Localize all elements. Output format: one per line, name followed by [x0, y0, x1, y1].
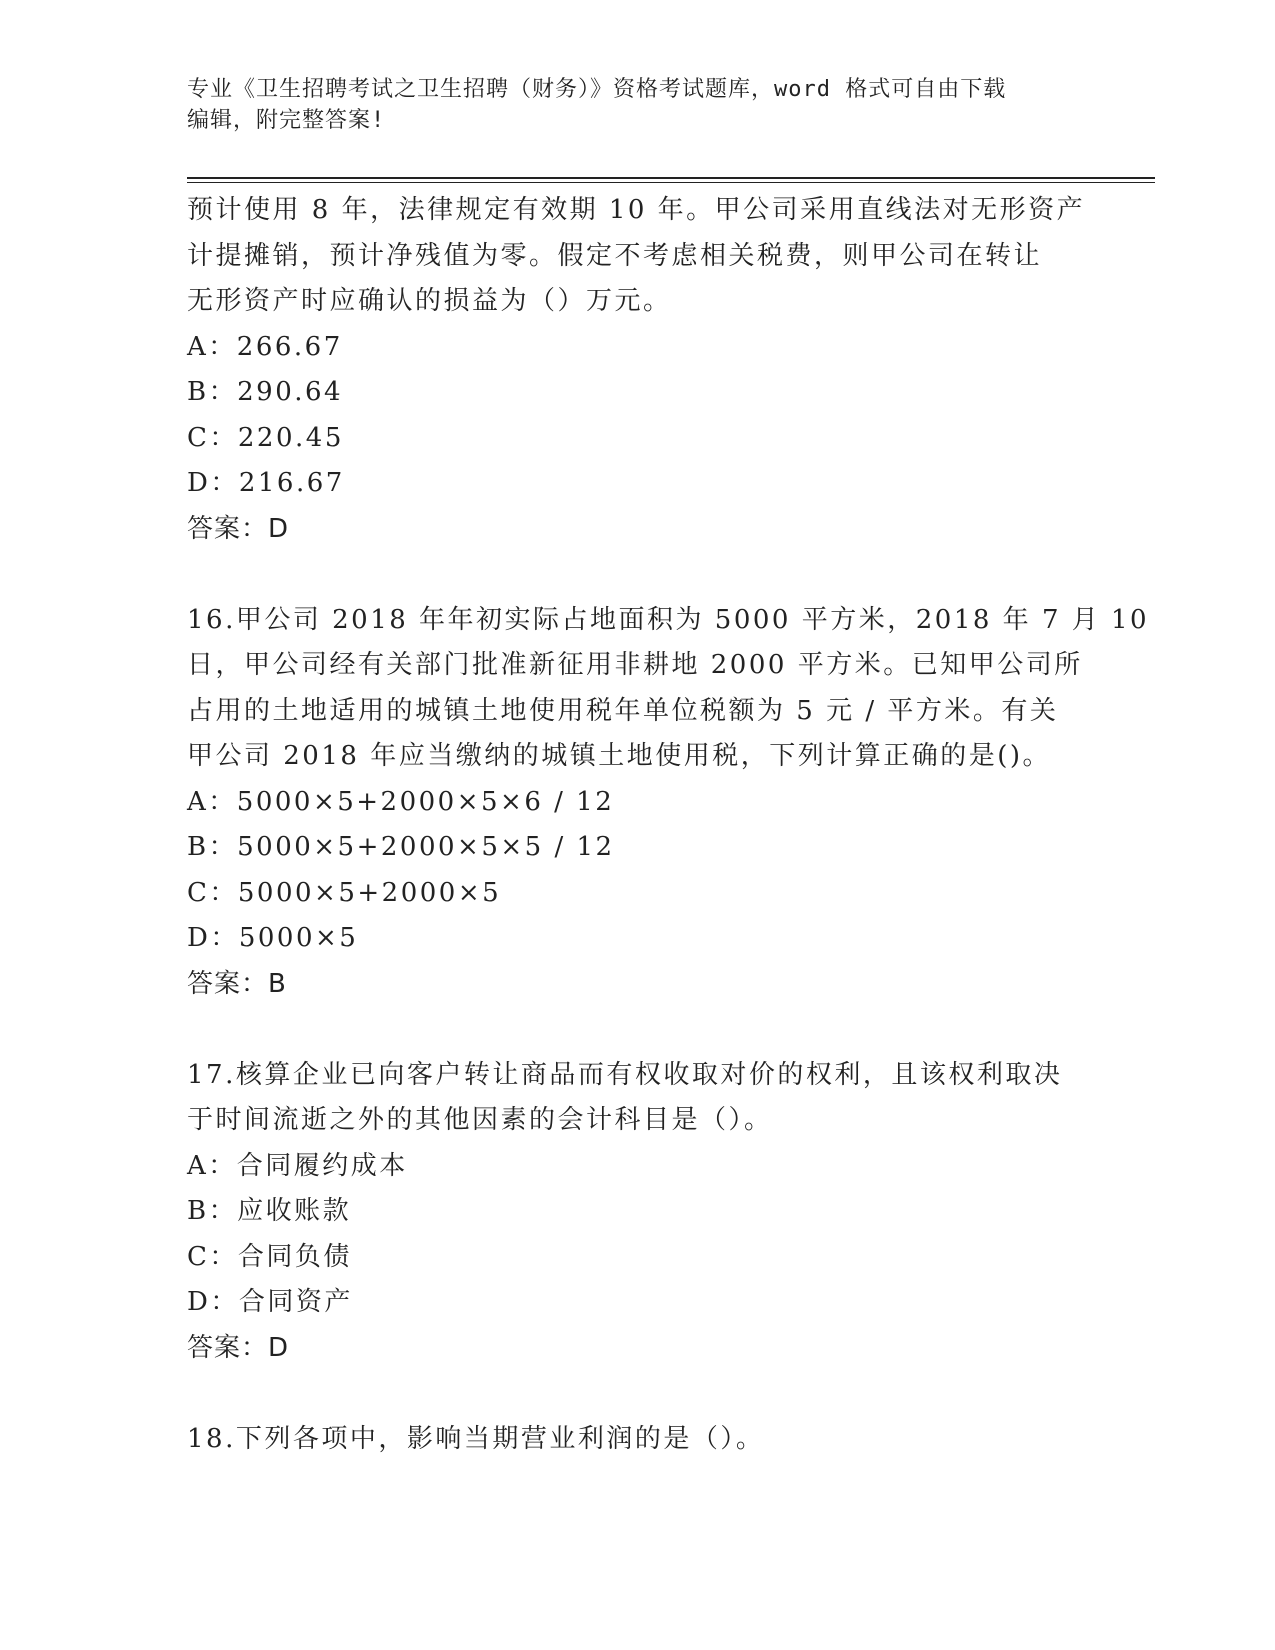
- option-d: D：216.67: [187, 468, 345, 498]
- spacer: [187, 552, 1087, 598]
- spacer: [187, 1007, 1087, 1053]
- question-stem-line: 计提摊销，预计净残值为零。假定不考虑相关税费，则甲公司在转让: [187, 240, 1043, 271]
- question-18: [187, 1417, 1087, 1463]
- question-stem-line: 17.核算企业已向客户转让商品而有权收取对价的权利，且该权利取决: [187, 1059, 1063, 1090]
- option-b: B：290.64: [187, 377, 344, 407]
- header-line-2: 编辑，附完整答案!: [187, 108, 386, 133]
- header-divider-thin: [187, 182, 1155, 183]
- option-c: C：合同负债: [187, 1241, 352, 1272]
- answer-label: 答案：D: [187, 1332, 290, 1363]
- option-a: A：合同履约成本: [187, 1150, 408, 1181]
- question-16: [187, 598, 1150, 1008]
- document-header: [187, 74, 1087, 136]
- question-17: [187, 1053, 1087, 1372]
- option-a: A：266.67: [187, 331, 343, 362]
- answer-label: 答案：D: [187, 513, 290, 544]
- question-stem-line: 占用的土地适用的城镇土地使用税年单位税额为 5 元 / 平方米。有关: [187, 695, 1059, 726]
- question-15: [187, 188, 1087, 552]
- option-a: A：5000×5+2000×5×6 / 12: [187, 786, 615, 817]
- question-stem-line: 于时间流逝之外的其他因素的会计科目是（）。: [187, 1105, 773, 1135]
- question-stem-line: 16.甲公司 2018 年年初实际占地面积为 5000 平方米，2018 年 7 月 10: [187, 604, 1150, 635]
- header-divider-thick: [187, 177, 1155, 179]
- spacer: [187, 1371, 1087, 1417]
- question-stem-line: 无形资产时应确认的损益为（）万元。: [187, 286, 672, 316]
- option-d: D：合同资产: [187, 1287, 353, 1317]
- question-stem-line: 日，甲公司经有关部门批准新征用非耕地 2000 平方米。已知甲公司所: [187, 650, 1083, 680]
- question-stem-line: 甲公司 2018 年应当缴纳的城镇土地使用税，下列计算正确的是()。: [187, 741, 1051, 771]
- question-stem-line: 预计使用 8 年，法律规定有效期 10 年。甲公司采用直线法对无形资产: [187, 195, 1086, 225]
- option-c: C：5000×5+2000×5: [187, 877, 502, 908]
- option-b: B：5000×5+2000×5×5 / 12: [187, 832, 615, 862]
- question-list: [187, 188, 1150, 1462]
- option-c: C：220.45: [187, 422, 344, 453]
- header-line-1: 专业《卫生招聘考试之卫生招聘（财务）》资格考试题库，word 格式可自由下载: [187, 77, 1007, 102]
- option-b: B：应收账款: [187, 1196, 352, 1226]
- option-d: D：5000×5: [187, 923, 359, 953]
- question-stem-line: 18.下列各项中，影响当期营业利润的是（）。: [187, 1423, 765, 1454]
- answer-label: 答案：B: [187, 968, 287, 999]
